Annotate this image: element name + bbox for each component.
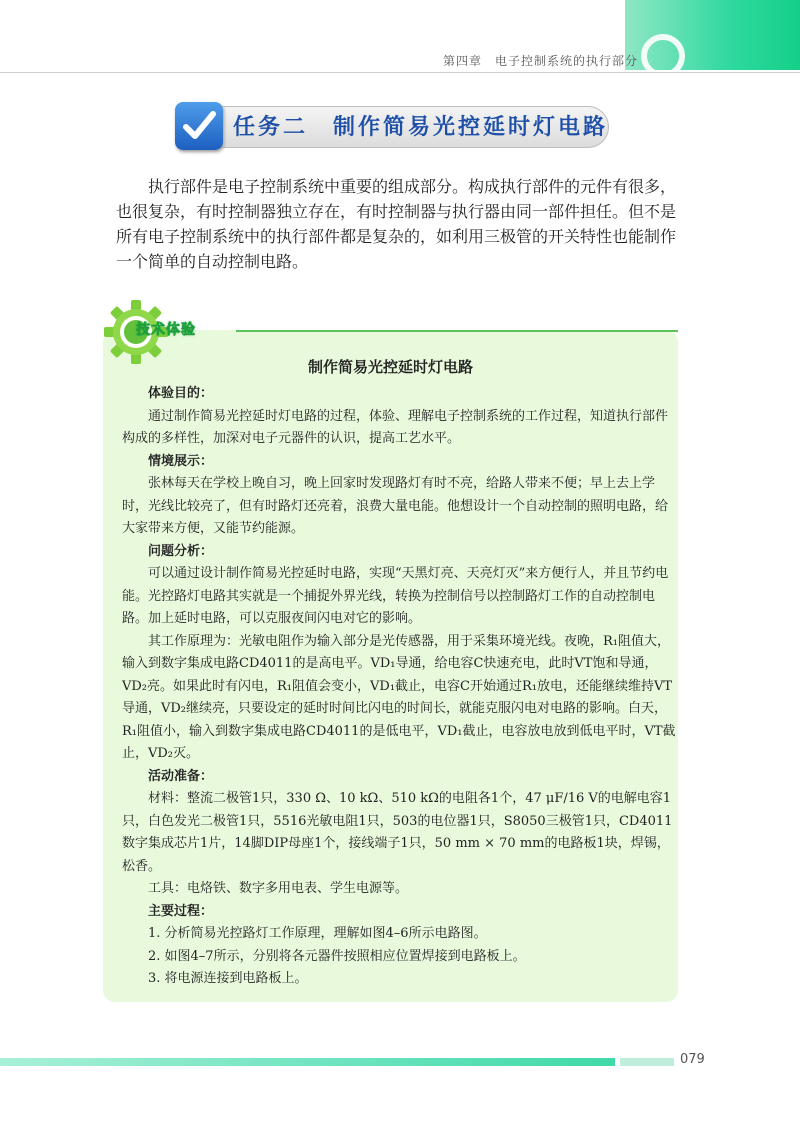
analysis-text-1: 可以通过设计制作简易光控延时电路，实现“天黑灯亮、天亮灯灭”来方便行人，并且节约电能。光控路灯电路其实就是一个捕捉外界光线，转换为控制信号以控制路灯工作的自动控制电路。加上延时电路，可以克服夜间闪电对它的影响。	[122, 566, 669, 626]
intro-section	[116, 174, 686, 274]
process-step: 3. 将电源连接到电路板上。	[148, 971, 308, 986]
footer-bar	[0, 1058, 615, 1066]
process-heading: 主要过程：	[148, 903, 214, 919]
task-heading	[175, 102, 609, 152]
tools-text: 工具：电烙铁、数字多用电表、学生电源等。	[148, 881, 409, 896]
materials-text: 材料：整流二极管1只，330 Ω、10 kΩ、510 kΩ的电阻各1个，47 μF/16 V的电解电容1只，白色发光二极管1只，5516光敏电阻1只，503的电位器1只，S8050三极管1只，CD4011数字集成芯片1片，14脚DIP母座1个，接线端子1只，50 mm × 70 mm的电路板1块，焊锡，松香。	[122, 791, 673, 874]
scenario-text: 张林每天在学校上晚自习，晚上回家时发现路灯有时不亮，给路人带来不便；早上去上学时，光线比较亮了，但有时路灯还亮着，浪费大量电能。他想设计一个自动控制的照明电路，给大家带来方便，又能节约能源。	[122, 476, 669, 536]
running-head: 第四章 电子控制系统的执行部分	[442, 54, 638, 68]
prep-heading: 活动准备：	[148, 768, 214, 784]
process-step: 2. 如图4–7所示，分别将各元器件按照相应位置焊接到电路板上。	[148, 948, 526, 964]
analysis-text-2: 其工作原理为：光敏电阻作为输入部分是光传感器，用于采集环境光线。夜晚，R₁阻值大，输入到数字集成电路CD4011的是高电平。VD₁导通，给电容C快速充电，此时VT饱和导通，VD₂亮。如果此时有闪电，R₁阻值会变小，VD₁截止，电容C开始通过R₁放电，还能继续维持VT导通，VD₂继续亮，只要设定的延时时间比闪电的时间长，就能克服闪电对电路的影响。白天，R₁阻值小，输入到数字集成电路CD4011的是低电平，VD₁截止，电容放电放到低电平时，VT截止，VD₂灭。	[122, 633, 676, 761]
header-divider	[0, 72, 800, 73]
page-number: 079	[680, 1052, 705, 1067]
experience-label: 技术体验	[136, 322, 196, 338]
experience-content	[122, 383, 677, 991]
scenario-heading: 情境展示：	[148, 453, 214, 469]
experience-divider	[236, 330, 678, 332]
footer-bar-segment	[620, 1058, 674, 1066]
process-step: 1. 分析简易光控路灯工作原理，理解如图4–6所示电路图。	[148, 926, 487, 941]
purpose-text: 通过制作简易光控延时灯电路的过程，体验、理解电子控制系统的工作过程，知道执行部件构成的多样性，加深对电子元器件的认识，提高工艺水平。	[122, 408, 669, 446]
experience-title: 制作简易光控延时灯电路	[307, 358, 473, 376]
analysis-heading: 问题分析：	[148, 543, 214, 559]
task-title: 任务二 制作简易光控延时灯电路	[233, 115, 609, 140]
checkmark-icon	[175, 102, 223, 150]
intro-paragraph: 执行部件是电子控制系统中重要的组成部分。构成执行部件的元件有很多，也很复杂，有时控制器独立存在，有时控制器与执行器由同一部件担任。但不是所有电子控制系统中的执行部件都是复杂的，如利用三极管的开关特性也能制作一个简单的自动控制电路。	[116, 177, 677, 271]
purpose-heading: 体验目的：	[148, 386, 214, 401]
